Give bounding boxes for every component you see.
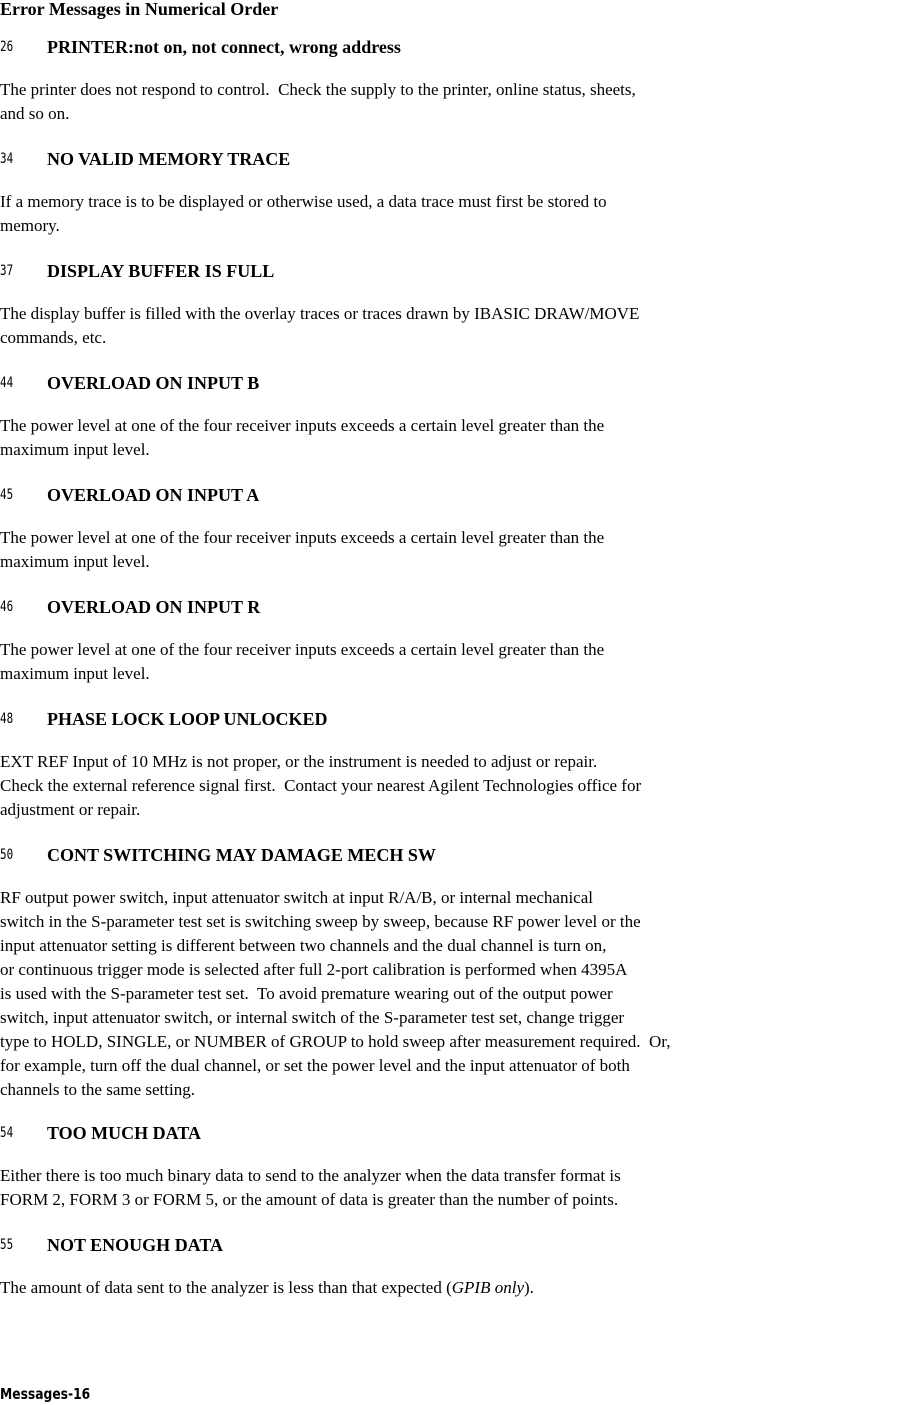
description-line: adjustment or repair. [0,800,141,819]
error-description [0,190,897,238]
error-code: 45 [0,487,14,503]
description-line: maximum input level. [0,440,150,459]
error-code: 44 [0,375,14,391]
error-description [0,414,897,462]
description-line: maximum input level. [0,552,150,571]
error-title: NO VALID MEMORY TRACE [47,149,291,169]
description-line: EXT REF Input of 10 MHz is not proper, or the instrument is needed to adjust or repair. [0,752,598,771]
error-code: 55 [0,1237,14,1253]
error-description [0,886,897,1102]
description-line: or continuous trigger mode is selected after full 2-port calibration is performed when 4395A [0,960,628,979]
error-description [0,78,897,126]
error-description [0,526,897,574]
error-code: 26 [0,39,14,55]
description-line: and so on. [0,104,70,123]
error-code: 50 [0,847,14,863]
error-title: PRINTER:not on, not connect, wrong address [47,37,401,57]
error-title: CONT SWITCHING MAY DAMAGE MECH SW [47,845,436,865]
emphasis-text: GPIB only [451,1278,524,1297]
description-line: The power level at one of the four receiver inputs exceeds a certain level greater than the [0,640,605,659]
description-line: RF output power switch, input attenuator switch at input R/A/B, or internal mechanical [0,888,593,907]
description-line: Check the external reference signal first. Contact your nearest Agilent Technologies office for [0,776,642,795]
description-line: Either there is too much binary data to send to the analyzer when the data transfer format is [0,1166,621,1185]
description-line: The power level at one of the four receiver inputs exceeds a certain level greater than the [0,528,605,547]
error-title: TOO MUCH DATA [47,1123,202,1143]
error-description [0,1276,897,1300]
description-line: memory. [0,216,60,235]
error-description [0,1164,897,1212]
error-code: 34 [0,151,14,167]
error-title: NOT ENOUGH DATA [47,1235,224,1255]
page-footer: Messages-16 [0,1385,91,1403]
description-line: type to HOLD, SINGLE, or NUMBER of GROUP to hold sweep after measurement required. Or, [0,1032,671,1051]
error-title: DISPLAY BUFFER IS FULL [47,261,275,281]
error-code: 37 [0,263,14,279]
description-line: The amount of data sent to the analyzer is less than that expected (GPIB only). [0,1278,534,1297]
description-line: The printer does not respond to control. Check the supply to the printer, online status, sheets, [0,80,636,99]
error-code: 54 [0,1125,14,1141]
error-title: OVERLOAD ON INPUT A [47,485,260,505]
description-line: FORM 2, FORM 3 or FORM 5, or the amount of data is greater than the number of points. [0,1190,619,1209]
description-line: channels to the same setting. [0,1080,195,1099]
description-line: switch, input attenuator switch, or internal switch of the S-parameter test set, change trigger [0,1008,625,1027]
description-line: maximum input level. [0,664,150,683]
error-title: PHASE LOCK LOOP UNLOCKED [47,709,328,729]
error-code: 48 [0,711,14,727]
description-line: If a memory trace is to be displayed or otherwise used, a data trace must first be stored to [0,192,607,211]
error-title: OVERLOAD ON INPUT R [47,597,261,617]
description-line: The power level at one of the four receiver inputs exceeds a certain level greater than the [0,416,605,435]
description-line: commands, etc. [0,328,107,347]
description-line: for example, turn off the dual channel, or set the power level and the input attenuator of both [0,1056,630,1075]
error-code: 46 [0,599,14,615]
description-line: input attenuator setting is different between two channels and the dual channel is turn on, [0,936,607,955]
description-line: switch in the S-parameter test set is switching sweep by sweep, because RF power level or the [0,912,641,931]
page-header: Error Messages in Numerical Order [0,0,279,19]
error-description [0,750,897,822]
error-title: OVERLOAD ON INPUT B [47,373,260,393]
description-line: The display buffer is filled with the overlay traces or traces drawn by IBASIC DRAW/MOVE [0,304,640,323]
error-description [0,302,897,350]
description-line: is used with the S-parameter test set. To avoid premature wearing out of the output power [0,984,613,1003]
error-description [0,638,897,686]
